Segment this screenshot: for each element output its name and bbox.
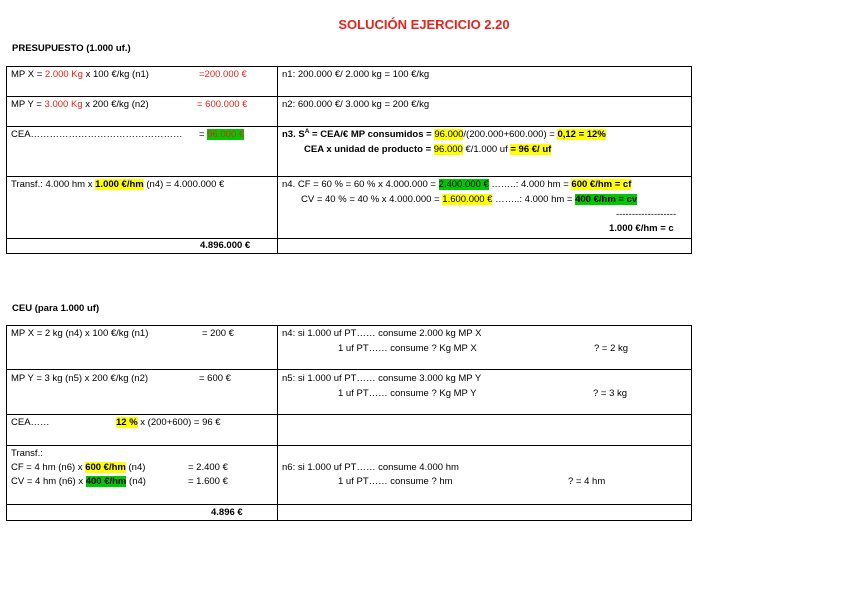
table-border [6,66,7,253]
ceu-cea-calc: 12 % x (200+600) = 96 € [116,417,221,428]
table-border [691,66,692,253]
table-border [6,369,692,370]
note-n4-ceu-line2: 1 uf PT…… consume ? Kg MP X [338,343,477,354]
mp-x-calc: MP X = 2.000 Kg x 100 €/kg (n1) [11,69,149,80]
presupuesto-table [6,66,692,254]
table-border [6,176,692,177]
table-border [277,325,278,520]
presupuesto-heading: PRESUPUESTO (1.000 uf.) [12,43,131,54]
page-title: SOLUCIÓN EJERCICIO 2.20 [338,17,510,32]
note-n4-cf: n4. CF = 60 % = 60 % x 4.000.000 = 2.400.000 € ……..: 4.000 hm = 600 €/hm = cf [282,179,632,190]
mp-y-value: = 600.000 € [197,99,248,110]
table-border [6,504,692,505]
ceu-mp-y-value: = 600 € [199,373,231,384]
note-n4-ceu-answer: ? = 2 kg [594,343,629,354]
ceu-mp-y-calc: MP Y = 3 kg (n5) x 200 €/kg (n2) [11,373,149,384]
mp-x-value: =200.000 € [199,69,247,80]
ceu-cf-value: = 2.400 € [188,462,228,473]
ceu-heading: CEU (para 1.000 uf) [12,303,100,314]
table-border [6,520,692,521]
cost-per-hm: 1.000 €/hm = c [609,223,674,234]
note-n5-line1: n5: si 1.000 uf PT…… consume 3.000 kg MP Y [282,373,482,384]
table-border [6,96,692,97]
note-n5-line2: 1 uf PT…… consume ? Kg MP Y [338,388,477,399]
table-border [6,414,692,415]
note-n4-cv: CV = 40 % = 40 % x 4.000.000 = 1.600.000 € ……..: 4.000 hm = 400 €/hm = cv [301,194,638,205]
note-n6-line1: n6: si 1.000 uf PT…… consume 4.000 hm [282,462,459,473]
ceu-transf-label: Transf.: [11,448,43,459]
table-border [6,253,692,254]
ceu-total: 4.896 € [211,507,243,518]
ceu-mp-x-value: = 200 € [202,328,234,339]
note-n4-ceu-line1: n4: si 1.000 uf PT…… consume 2.000 kg MP X [282,328,482,339]
ceu-mp-x-calc: MP X = 2 kg (n4) x 100 €/kg (n1) [11,328,149,339]
note-n5-answer: ? = 3 kg [593,388,628,399]
table-border [6,445,692,446]
ceu-cea-label: CEA…… [11,417,50,428]
sum-divider: ------------------- [616,209,677,220]
note-n3-line1: n3. $S^A$ = CEA/€ MP consumidos = 96.000/(200.000+600.000) = 0,12 = 12% [282,127,606,140]
note-n6-line2: 1 uf PT…… consume ? hm [338,476,453,487]
note-n6-answer: ? = 4 hm [568,476,606,487]
table-border [6,325,7,520]
ceu-cv-calc: CV = 4 hm (n6) x 400 €/hm (n4) [11,476,146,487]
transf-calc: Transf.: 4.000 hm x 1.000 €/hm (n4) = 4.000.000 € [11,179,225,190]
presupuesto-total: 4.896.000 € [200,240,251,251]
note-n1: n1: 200.000 €/ 2.000 kg = 100 €/kg [282,69,430,80]
mp-y-calc: MP Y = 3.000 Kg x 200 €/kg (n2) [11,99,149,110]
table-border [6,66,692,67]
note-n3-line2: CEA x unidad de producto = 96.000 €/1.000 uf = 96 €/ uf [304,144,552,155]
table-border [277,66,278,253]
cea-value: = 96.000 € [199,129,245,140]
note-n2: n2: 600.000 €/ 3.000 kg = 200 €/kg [282,99,430,110]
table-border [6,238,692,239]
cea-label: CEA………………………………………… [11,129,183,140]
table-border [691,325,692,520]
ceu-cv-value: = 1.600 € [188,476,228,487]
ceu-cf-calc: CF = 4 hm (n6) x 600 €/hm (n4) [11,462,146,473]
table-border [6,325,692,326]
ceu-table [6,325,692,521]
table-border [6,126,692,127]
